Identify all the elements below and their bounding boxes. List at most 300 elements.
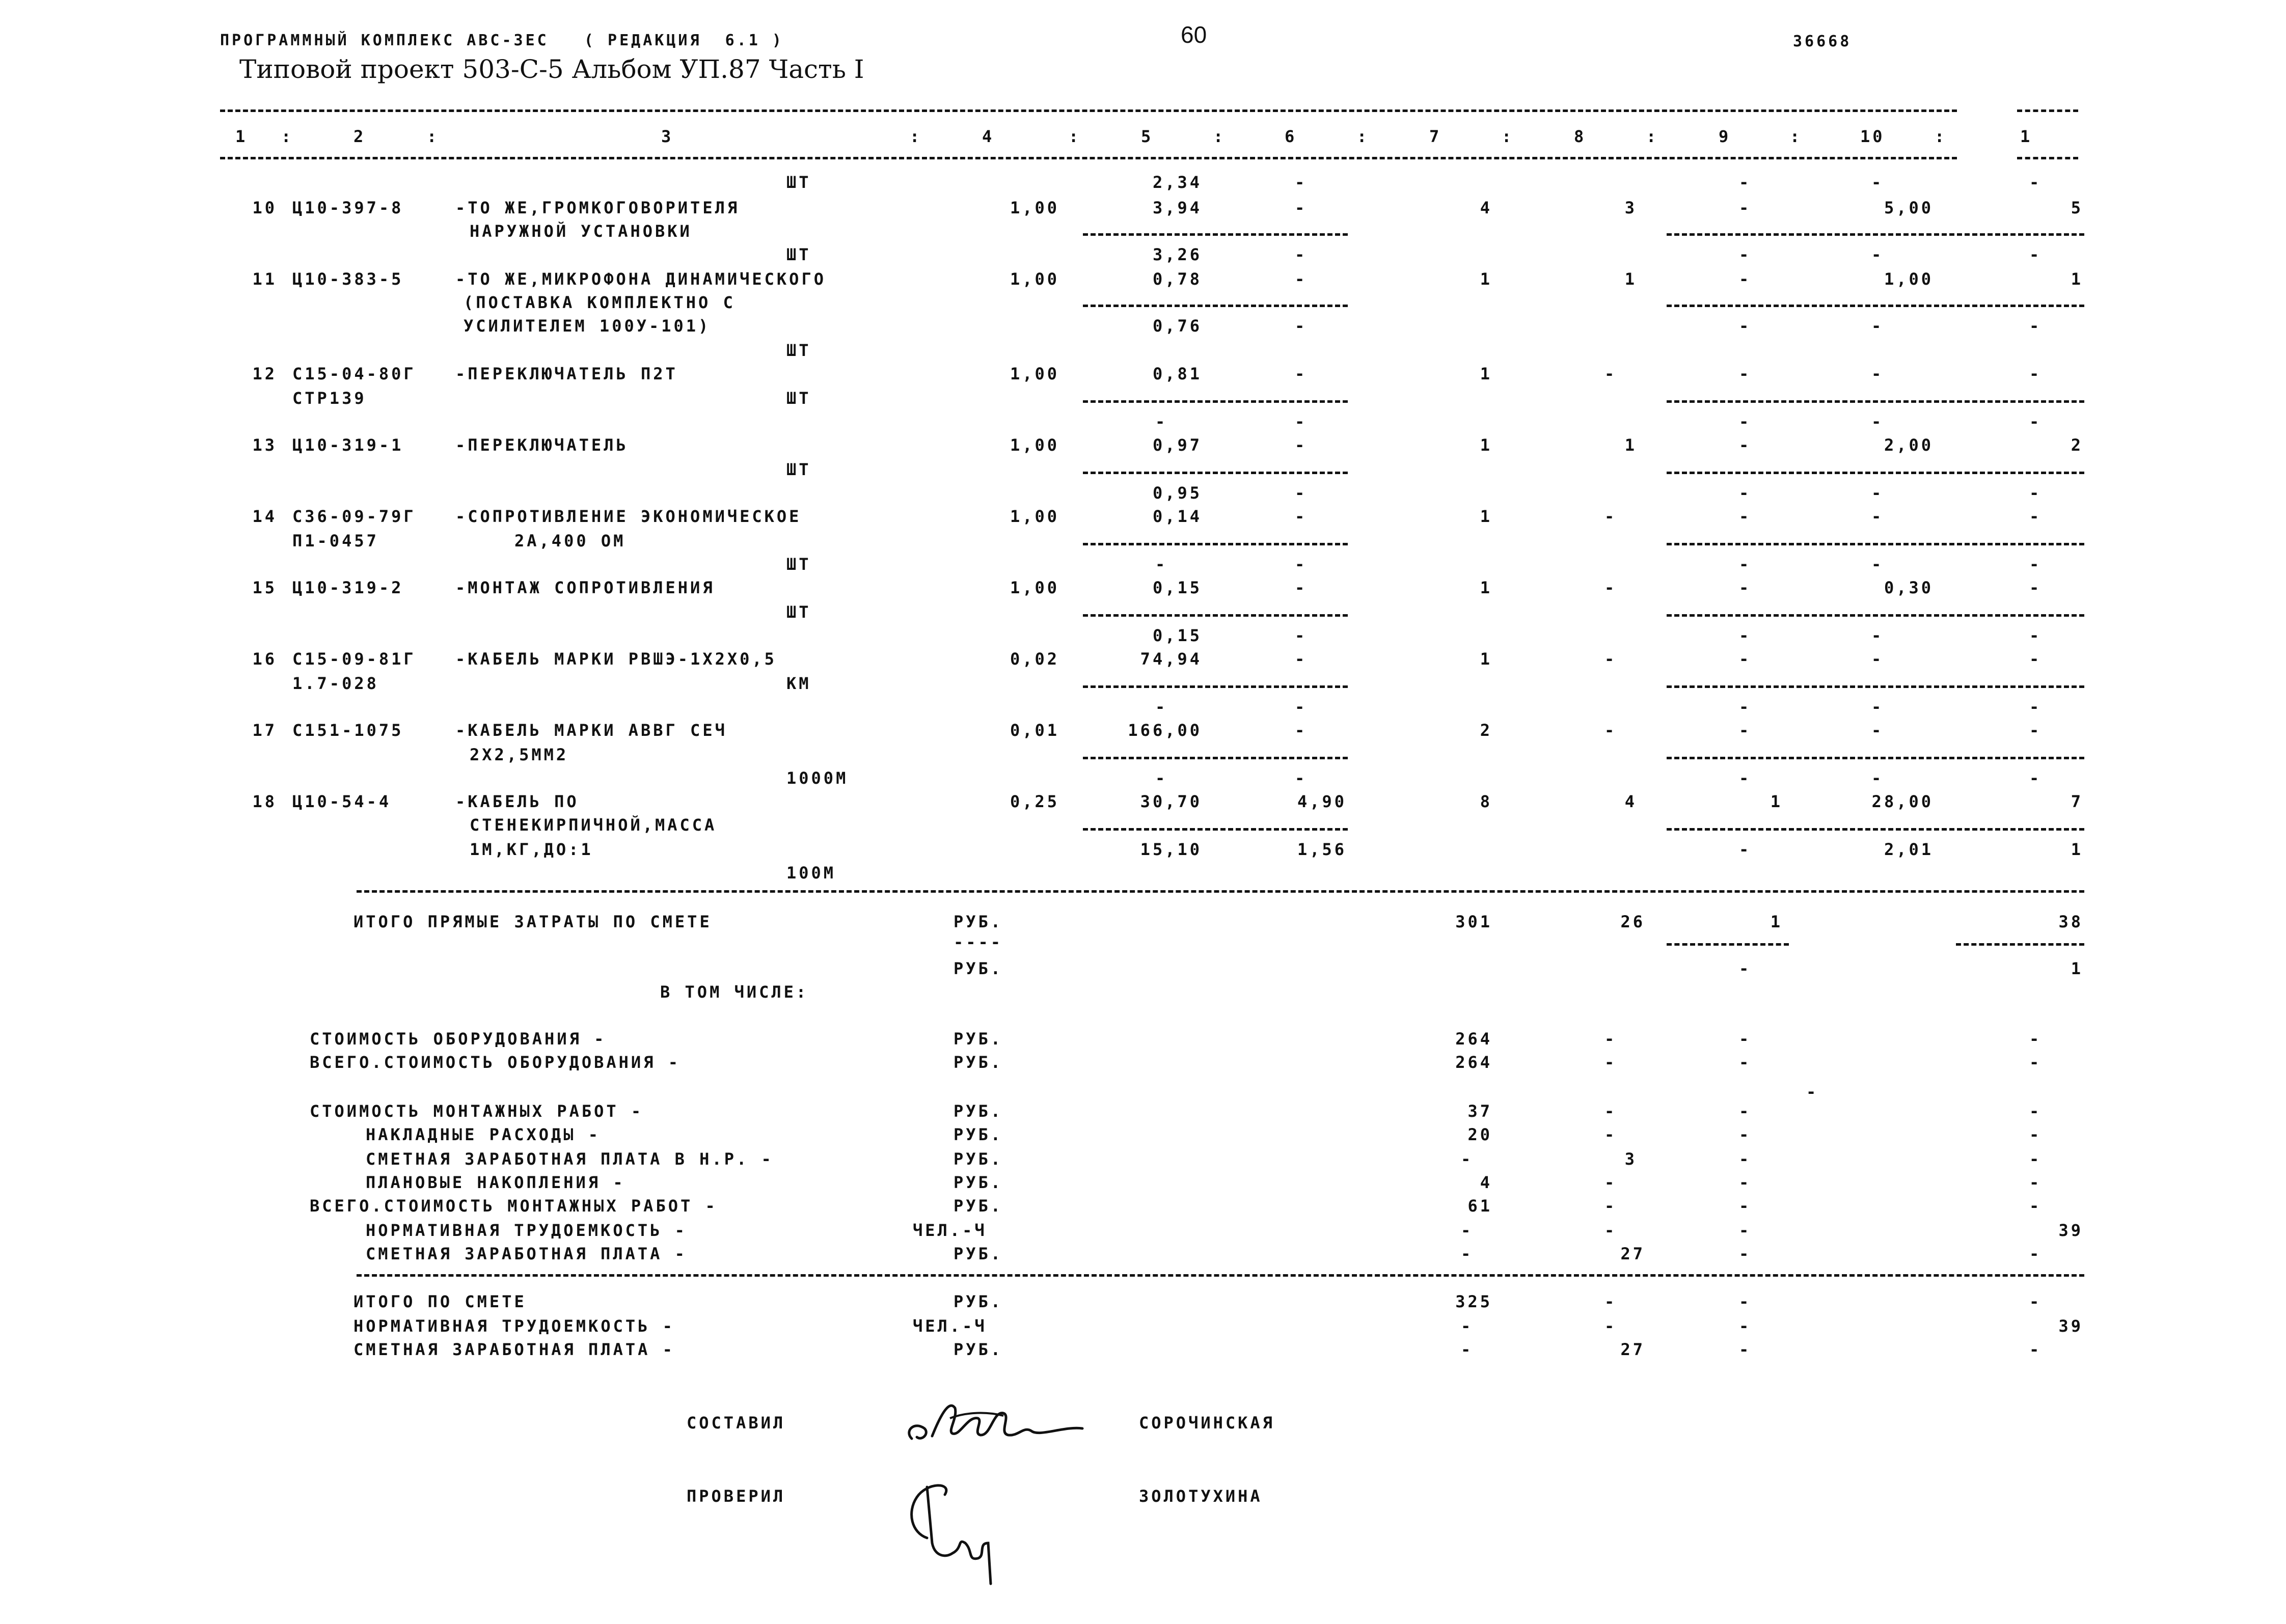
col-7: 7 <box>1429 127 1442 146</box>
cell: - <box>1155 555 1168 574</box>
cell: - <box>1461 1244 1474 1263</box>
row-name: -МОНТАЖ СОПРОТИВЛЕНИЯ <box>455 578 715 597</box>
row-separator <box>1667 757 2084 759</box>
cell: - <box>1604 1221 1617 1240</box>
col-sep: : <box>1357 127 1370 146</box>
row-number: 12 <box>252 364 277 383</box>
cell: 39 <box>2058 1221 2083 1240</box>
col-sep: : <box>1935 127 1947 146</box>
cell: - <box>1739 245 1752 264</box>
cell: - <box>1739 1316 1752 1336</box>
cell: - <box>2029 578 2042 597</box>
row-number: 15 <box>252 578 277 597</box>
col-sep: : <box>1069 127 1081 146</box>
summary-unit: РУБ. <box>954 1029 1003 1049</box>
cell: - <box>1295 721 1308 740</box>
cell: 37 <box>1467 1102 1492 1121</box>
cell: - <box>1461 1340 1474 1359</box>
cell: 264 <box>1455 1053 1492 1072</box>
cell: 1 <box>1770 792 1783 811</box>
quantity: 1,00 <box>1010 507 1059 526</box>
unit: 1000М <box>786 768 849 788</box>
cell: - <box>1739 555 1752 574</box>
row-number: 13 <box>252 435 277 455</box>
cell: 1,00 <box>1884 269 1934 289</box>
cell: - <box>2029 555 2042 574</box>
summary-label: НАКЛАДНЫЕ РАСХОДЫ - <box>366 1125 601 1144</box>
cell: 0,78 <box>1152 269 1202 289</box>
cell: 1 <box>2071 959 2083 978</box>
row-name: -ПЕРЕКЛЮЧАТЕЛЬ П2Т <box>455 364 678 383</box>
cell: 0,14 <box>1152 507 1202 526</box>
cell: - <box>1739 1292 1752 1311</box>
cell: 1 <box>1480 649 1492 669</box>
summary-label: СМЕТНАЯ ЗАРАБОТНАЯ ПЛАТА - <box>366 1244 687 1263</box>
project-title: Типовой проект 503-С-5 Альбом УП.87 Часть I <box>239 54 864 84</box>
row-code: 1.7-028 <box>292 674 379 693</box>
cell: 4 <box>1480 1173 1492 1192</box>
cell: 39 <box>2058 1316 2083 1336</box>
cell: - <box>2029 697 2042 717</box>
row-number: 16 <box>252 649 277 669</box>
cell: - <box>1295 649 1308 669</box>
cell: - <box>1295 626 1308 645</box>
cell: 3,26 <box>1152 245 1202 264</box>
col-10: 10 <box>1860 127 1885 146</box>
cell: - <box>1295 768 1308 788</box>
row-code: С15-04-80Г <box>292 364 416 383</box>
cell: - <box>1604 1292 1617 1311</box>
row-number: 17 <box>252 721 277 740</box>
summary-label: НОРМАТИВНАЯ ТРУДОЕМКОСТЬ - <box>366 1221 687 1240</box>
cell: - <box>1871 507 1884 526</box>
cell: - <box>1871 316 1884 336</box>
cell: 325 <box>1455 1292 1492 1311</box>
cell: - <box>1604 1125 1617 1144</box>
cell: 166,00 <box>1128 721 1202 740</box>
cell: 26 <box>1620 912 1645 931</box>
cell: 4 <box>1480 198 1492 217</box>
cell: - <box>1604 721 1617 740</box>
cell: 7 <box>2071 792 2083 811</box>
composed-label: СОСТАВИЛ <box>687 1413 786 1433</box>
cell: - <box>2029 626 2042 645</box>
cell: 27 <box>1620 1340 1645 1359</box>
cell: - <box>1295 316 1308 336</box>
row-name: 1М,КГ,ДО:1 <box>470 840 593 859</box>
cell: - <box>1295 173 1308 192</box>
cell: - <box>1604 1102 1617 1121</box>
cell: 61 <box>1467 1196 1492 1216</box>
summary-unit: РУБ. <box>954 959 1003 978</box>
col-3: 3 <box>661 127 674 146</box>
unit: 100М <box>786 863 836 883</box>
cell: - <box>1295 435 1308 455</box>
col-sep: : <box>1790 127 1803 146</box>
summary-unit: ЧЕЛ.-Ч <box>913 1221 987 1240</box>
row-code: Ц10-319-1 <box>292 435 404 455</box>
cell: - <box>1739 269 1752 289</box>
cell: 5 <box>2071 198 2083 217</box>
summary-label: ПЛАНОВЫЕ НАКОПЛЕНИЯ - <box>366 1173 625 1192</box>
col-1: 1 <box>235 127 248 146</box>
summary-dash: ---- <box>954 932 1003 952</box>
cell: - <box>1295 245 1308 264</box>
cell: - <box>1604 507 1617 526</box>
col-sep: : <box>1213 127 1226 146</box>
cell: 4,90 <box>1297 792 1347 811</box>
row-name: (ПОСТАВКА КОМПЛЕКТНО С <box>464 293 736 312</box>
row-separator <box>1083 472 1348 474</box>
cell: 2 <box>2071 435 2083 455</box>
cell: - <box>1739 840 1752 859</box>
summary-separator <box>1956 943 2084 946</box>
cell: - <box>1604 1053 1617 1072</box>
cell: - <box>2029 245 2042 264</box>
row-name: УСИЛИТЕЛЕМ 100У-101) <box>464 316 711 336</box>
row-separator <box>1083 685 1348 688</box>
cell: - <box>1604 649 1617 669</box>
cell: - <box>1739 1102 1752 1121</box>
unit: ШТ <box>786 389 811 408</box>
col-4: 4 <box>982 127 995 146</box>
unit: ШТ <box>786 173 811 192</box>
row-number: 18 <box>252 792 277 811</box>
row-separator <box>1667 614 2084 617</box>
cell: 1 <box>1480 364 1492 383</box>
row-code: С36-09-79Г <box>292 507 416 526</box>
row-separator <box>1667 305 2084 307</box>
cell: - <box>1295 697 1308 717</box>
cell: - <box>2029 1029 2042 1049</box>
cell: 28,00 <box>1871 792 1934 811</box>
cell: - <box>2029 173 2042 192</box>
col-sep: : <box>1502 127 1514 146</box>
cell: 4 <box>1624 792 1637 811</box>
cell: - <box>1155 697 1168 717</box>
cell: - <box>1871 626 1884 645</box>
cell: - <box>1739 1053 1752 1072</box>
unit: КМ <box>786 674 811 693</box>
cell: - <box>1295 578 1308 597</box>
cell: - <box>2029 1173 2042 1192</box>
cell: 30,70 <box>1140 792 1202 811</box>
cell: - <box>1871 412 1884 431</box>
cell: 0,15 <box>1152 578 1202 597</box>
row-number: 14 <box>252 507 277 526</box>
cell: - <box>1739 364 1752 383</box>
cell: - <box>1739 1340 1752 1359</box>
cell: - <box>1739 316 1752 336</box>
signature-composer <box>902 1390 1085 1456</box>
cell: - <box>2029 1125 2042 1144</box>
cell: - <box>1155 412 1168 431</box>
row-separator <box>1667 400 2084 403</box>
quantity: 1,00 <box>1010 198 1059 217</box>
cell: - <box>1871 364 1884 383</box>
cell: 264 <box>1455 1029 1492 1049</box>
cell: - <box>1739 173 1752 192</box>
cell: - <box>1871 697 1884 717</box>
cell: 1 <box>2071 840 2083 859</box>
row-code: Ц10-319-2 <box>292 578 404 597</box>
cell: 301 <box>1455 912 1492 931</box>
cell: - <box>1871 173 1884 192</box>
row-code: Ц10-383-5 <box>292 269 404 289</box>
cell: - <box>1739 721 1752 740</box>
cell: - <box>1739 483 1752 503</box>
cell: - <box>1739 412 1752 431</box>
col-9: 9 <box>1719 127 1731 146</box>
header-rule-bottom <box>220 157 1957 159</box>
cell: 1 <box>1480 578 1492 597</box>
cell: - <box>2029 1340 2042 1359</box>
cell: - <box>2029 1292 2042 1311</box>
row-separator <box>1083 543 1348 545</box>
cell: - <box>1461 1149 1474 1169</box>
cell: - <box>1604 578 1617 597</box>
cell: - <box>1739 1221 1752 1240</box>
cell: 15,10 <box>1140 840 1202 859</box>
row-name: 2Х2,5ММ2 <box>470 745 569 764</box>
cell: - <box>1739 1173 1752 1192</box>
row-separator <box>1667 543 2084 545</box>
cell: - <box>1739 626 1752 645</box>
cell: - <box>1871 649 1884 669</box>
col-sep: : <box>1646 127 1659 146</box>
signature-checker <box>896 1467 1009 1589</box>
cell: 1 <box>1624 269 1637 289</box>
col-6: 6 <box>1285 127 1297 146</box>
summary-unit: РУБ. <box>954 1102 1003 1121</box>
row-number: 11 <box>252 269 277 289</box>
summary-unit: РУБ. <box>954 1196 1003 1216</box>
cell: - <box>1604 1196 1617 1216</box>
col-sep: : <box>281 127 294 146</box>
cell: 2,01 <box>1884 840 1934 859</box>
unit: ШТ <box>786 245 811 264</box>
cell: - <box>1295 483 1308 503</box>
row-separator <box>1083 828 1348 831</box>
unit: ШТ <box>786 460 811 479</box>
cell: - <box>1295 555 1308 574</box>
cell: - <box>1295 412 1308 431</box>
cell: - <box>1739 1244 1752 1263</box>
row-separator <box>1083 305 1348 307</box>
header-rule-top-right <box>2017 109 2078 112</box>
quantity: 0,25 <box>1010 792 1059 811</box>
cell: - <box>1739 578 1752 597</box>
cell: 0,97 <box>1152 435 1202 455</box>
row-name: -ТО ЖЕ,ГРОМКОГОВОРИТЕЛЯ <box>455 198 740 217</box>
cell: 0,30 <box>1884 578 1934 597</box>
cell: - <box>2029 412 2042 431</box>
cell: - <box>2029 1149 2042 1169</box>
cell: - <box>1604 1029 1617 1049</box>
col-5: 5 <box>1141 127 1154 146</box>
summary-label: НОРМАТИВНАЯ ТРУДОЕМКОСТЬ - <box>353 1316 675 1336</box>
col-2: 2 <box>353 127 366 146</box>
cell: 1 <box>1770 912 1783 931</box>
summary-unit: РУБ. <box>954 1053 1003 1072</box>
cell: - <box>1739 1149 1752 1169</box>
quantity: 0,02 <box>1010 649 1059 669</box>
cell: - <box>2029 507 2042 526</box>
doc-code: 36668 <box>1793 33 1852 50</box>
cell: 0,95 <box>1152 483 1202 503</box>
header-rule-top <box>220 109 1957 112</box>
cell: 1 <box>2071 269 2083 289</box>
row-name: -ПЕРЕКЛЮЧАТЕЛЬ <box>455 435 629 455</box>
cell: - <box>2029 1102 2042 1121</box>
row-name: 2А,400 ОМ <box>514 531 626 550</box>
cell: - <box>1739 649 1752 669</box>
summary-unit: РУБ. <box>954 1340 1003 1359</box>
row-code: П1-0457 <box>292 531 379 550</box>
col-11: 1 <box>2020 127 2033 146</box>
cell: - <box>1739 1029 1752 1049</box>
quantity: 1,00 <box>1010 578 1059 597</box>
unit: ШТ <box>786 555 811 574</box>
cell: 2,34 <box>1152 173 1202 192</box>
cell: 1 <box>1624 435 1637 455</box>
cell: - <box>1739 768 1752 788</box>
summary-label: СМЕТНАЯ ЗАРАБОТНАЯ ПЛАТА - <box>353 1340 675 1359</box>
summary-label: ВСЕГО.СТОИМОСТЬ МОНТАЖНЫХ РАБОТ - <box>310 1196 718 1216</box>
cell: 0,76 <box>1152 316 1202 336</box>
summary-unit: РУБ. <box>954 1173 1003 1192</box>
composed-name: СОРОЧИНСКАЯ <box>1139 1413 1275 1433</box>
quantity: 1,00 <box>1010 435 1059 455</box>
summary-separator <box>1667 943 1789 946</box>
cell: 1,56 <box>1297 840 1347 859</box>
cell: 3 <box>1624 198 1637 217</box>
row-separator <box>1083 614 1348 617</box>
cell: - <box>1461 1316 1474 1336</box>
cell: - <box>2029 1053 2042 1072</box>
quantity: 0,01 <box>1010 721 1059 740</box>
cell: 3,94 <box>1152 198 1202 217</box>
row-code: С151-1075 <box>292 721 404 740</box>
row-separator <box>1667 828 2084 831</box>
row-name: -ТО ЖЕ,МИКРОФОНА ДИНАМИЧЕСКОГО <box>455 269 826 289</box>
row-separator <box>1667 233 2084 236</box>
cell: - <box>1604 1316 1617 1336</box>
summary-label: ИТОГО ПО СМЕТЕ <box>353 1292 527 1311</box>
cell: 5,00 <box>1884 198 1934 217</box>
cell: - <box>2029 1244 2042 1263</box>
including-heading: В ТОМ ЧИСЛЕ: <box>660 982 809 1002</box>
cell: - <box>1739 435 1752 455</box>
row-name: -КАБЕЛЬ ПО <box>455 792 579 811</box>
quantity: 1,00 <box>1010 364 1059 383</box>
cell: 27 <box>1620 1244 1645 1263</box>
cell: 1 <box>1480 269 1492 289</box>
summary-unit: ЧЕЛ.-Ч <box>913 1316 987 1336</box>
cell: - <box>1604 1173 1617 1192</box>
summary-label: СТОИМОСТЬ МОНТАЖНЫХ РАБОТ - <box>310 1102 644 1121</box>
summary-rule <box>357 890 2084 893</box>
row-separator <box>1667 472 2084 474</box>
cell: - <box>2029 768 2042 788</box>
row-name: СТЕНЕКИРПИЧНОЙ,МАССА <box>470 815 717 835</box>
cell: - <box>2029 364 2042 383</box>
cell: - <box>1461 1221 1474 1240</box>
row-name: -КАБЕЛЬ МАРКИ АВВГ СЕЧ <box>455 721 727 740</box>
cell: - <box>1871 245 1884 264</box>
summary-rule <box>357 1274 2084 1277</box>
summary-label: ИТОГО ПРЯМЫЕ ЗАТРАТЫ ПО СМЕТЕ <box>353 912 712 931</box>
cell: - <box>1871 483 1884 503</box>
summary-unit: РУБ. <box>954 1244 1003 1263</box>
cell: - <box>1871 768 1884 788</box>
cell: - <box>1871 721 1884 740</box>
cell: 2,00 <box>1884 435 1934 455</box>
header-rule-bottom-right <box>2017 157 2078 159</box>
row-code: С15-09-81Г <box>292 649 416 669</box>
cell: - <box>1739 1196 1752 1216</box>
row-code: СТР139 <box>292 389 367 408</box>
cell: - <box>1739 697 1752 717</box>
row-name: -СОПРОТИВЛЕНИЕ ЭКОНОМИЧЕСКОЕ <box>455 507 802 526</box>
checked-name: ЗОЛОТУХИНА <box>1139 1487 1263 1506</box>
cell: - <box>1155 768 1168 788</box>
cell: 3 <box>1624 1149 1637 1169</box>
cell: - <box>1739 1125 1752 1144</box>
cell: - <box>2029 483 2042 503</box>
cell: 8 <box>1480 792 1492 811</box>
cell: 0,15 <box>1152 626 1202 645</box>
summary-label: СТОИМОСТЬ ОБОРУДОВАНИЯ - <box>310 1029 607 1049</box>
cell: 1 <box>1480 507 1492 526</box>
cell: - <box>1739 507 1752 526</box>
cell: - <box>1295 364 1308 383</box>
cell: - <box>2029 1196 2042 1216</box>
cell: - <box>1739 959 1752 978</box>
summary-label: ВСЕГО.СТОИМОСТЬ ОБОРУДОВАНИЯ - <box>310 1053 681 1072</box>
program-title: ПРОГРАММНЫЙ КОМПЛЕКС АВС-ЗЕС ( РЕДАКЦИЯ 6.1 ) <box>220 32 784 49</box>
page-number: 60 <box>1181 21 1207 48</box>
row-code: Ц10-397-8 <box>292 198 404 217</box>
summary-unit: РУБ. <box>954 1125 1003 1144</box>
cell: 1 <box>1480 435 1492 455</box>
cell: - <box>1295 198 1308 217</box>
row-separator <box>1083 233 1348 236</box>
col-8: 8 <box>1574 127 1587 146</box>
cell: 2 <box>1480 721 1492 740</box>
unit: ШТ <box>786 341 811 360</box>
cell: - <box>1806 1082 1819 1102</box>
row-separator <box>1083 400 1348 403</box>
row-name: -КАБЕЛЬ МАРКИ РВШЭ-1Х2Х0,5 <box>455 649 777 669</box>
cell: - <box>1295 269 1308 289</box>
cell: 0,81 <box>1152 364 1202 383</box>
cell: - <box>2029 649 2042 669</box>
row-separator <box>1083 757 1348 759</box>
cell: 20 <box>1467 1125 1492 1144</box>
row-separator <box>1667 685 2084 688</box>
summary-label: СМЕТНАЯ ЗАРАБОТНАЯ ПЛАТА В Н.Р. - <box>366 1149 774 1169</box>
summary-unit: РУБ. <box>954 912 1003 931</box>
cell: - <box>1739 198 1752 217</box>
row-code: Ц10-54-4 <box>292 792 392 811</box>
cell: - <box>1604 364 1617 383</box>
summary-unit: РУБ. <box>954 1149 1003 1169</box>
cell: 74,94 <box>1140 649 1202 669</box>
col-sep: : <box>910 127 922 146</box>
cell: - <box>1871 555 1884 574</box>
checked-label: ПРОВЕРИЛ <box>687 1487 786 1506</box>
